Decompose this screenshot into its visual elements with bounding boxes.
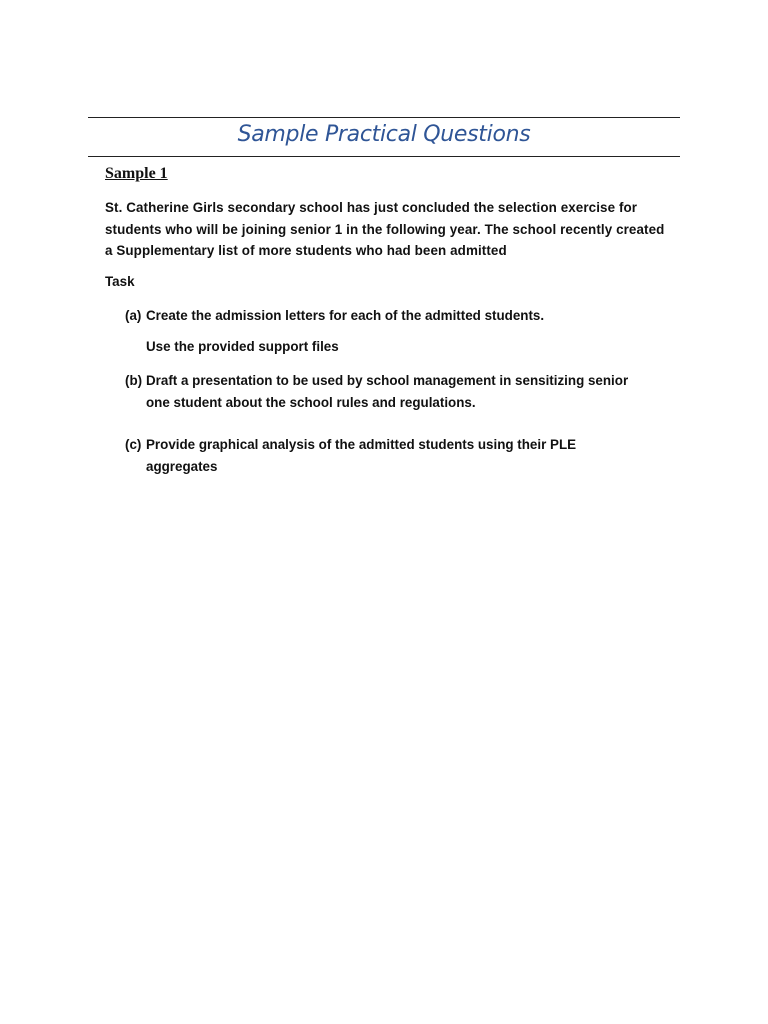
support-files-note: Use the provided support files [146, 339, 339, 354]
sample-heading: Sample 1 [105, 165, 168, 182]
page-title: Sample Practical Questions [237, 122, 531, 147]
task-text: Provide graphical analysis of the admitted students using their PLE aggregates [146, 437, 577, 474]
task-marker: (a) [125, 308, 142, 323]
task-item-a [125, 305, 665, 327]
task-item-b [125, 370, 665, 410]
task-marker: (c) [125, 437, 142, 452]
task-marker: (b) [125, 373, 143, 388]
task-label: Task [105, 274, 135, 289]
intro-paragraph: St. Catherine Girls secondary school has just concluded the selection exercise for students who will be joining senior 1 in the following year. The school recently created a Supplementary list of more students who had been admitted [105, 200, 665, 258]
task-item-c [125, 434, 665, 474]
task-text: Create the admission letters for each of the admitted students. [146, 308, 545, 323]
task-text: Draft a presentation to be used by school management in sensitizing senior one student about the school rules and regulations. [146, 373, 629, 410]
title-bottom-rule [88, 156, 680, 157]
